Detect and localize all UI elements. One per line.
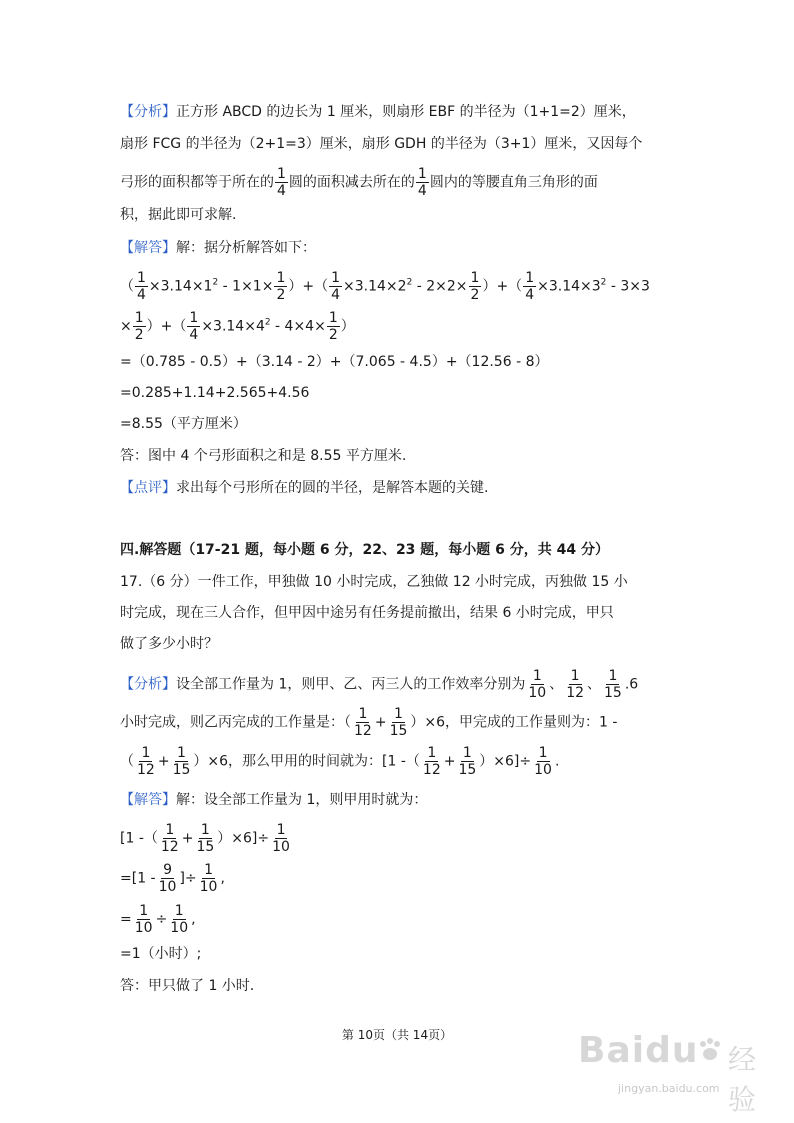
q17-solution-tag: 【解答】 bbox=[120, 792, 176, 808]
q17-analysis-line-3: （ $\frac{1}{12}$ + $\frac{1}{15}$ ）×6，那么甲用的时间就为：[1 -（ $\frac{1}{12}$ + $\frac{1}{15}$ ）×6]÷ $\frac{1}{10}$ . bbox=[120, 745, 560, 778]
q17-solution-step-2: =[1 - $\frac{9}{10}$ ]÷ $\frac{1}{10}$ , bbox=[120, 862, 225, 895]
solution-line-1: 【解答】解：据分析解答如下： bbox=[120, 240, 316, 256]
solution-expr-1: （ $\frac{1}{4}$ $\times 3.14\times 1^2 - 1\times 1\times$ $\frac{1}{2}$ ）+（ $\frac{1}{4}$ $\times 3.14\times 2^2 - 2\times 2\times$ $\frac{1}{2}$ ）+（ $\frac{1}{4}$ $\times 3.14\times 3^2 - 3\times 3$ bbox=[120, 270, 650, 303]
paw-icon bbox=[696, 1036, 724, 1064]
page-footer: 第 10页（共 14页） bbox=[341, 1028, 453, 1042]
q17-analysis-line-2: 小时完成，则乙丙完成的工作量是：（ $\frac{1}{12}$ + $\frac{1}{15}$ ）×6，甲完成的工作量则为：1 - bbox=[120, 706, 618, 739]
q17-line-3: 做了多少小时？ bbox=[120, 636, 218, 652]
q17-analysis-tag: 【分析】 bbox=[120, 676, 176, 693]
analysis-line-1: 【分析】正方形 ABCD 的边长为 1 厘米，则扇形 EBF 的半径为（1+1=2）厘米， bbox=[120, 104, 636, 120]
solution-tag: 【解答】 bbox=[120, 240, 176, 256]
comment-tag: 【点评】 bbox=[120, 480, 176, 496]
q17-answer-line: 答：甲只做了 1 小时. bbox=[120, 978, 255, 994]
analysis-line-3: 弓形的面积都等于所在的 $\frac{1}{4}$ 圆的面积减去所在的 $\frac{1}{4}$ 圆内的等腰直角三角形的面 bbox=[120, 166, 598, 199]
comment-line: 【点评】求出每个弓形所在的圆的半径，是解答本题的关键. bbox=[120, 480, 489, 496]
fraction: $\frac{1}{4}$ bbox=[417, 166, 427, 199]
watermark-logo: Baidu bbox=[578, 1030, 699, 1071]
fraction: $\frac{1}{4}$ bbox=[277, 166, 286, 199]
analysis-tag: 【分析】 bbox=[120, 104, 176, 120]
analysis-line-2: 扇形 FCG 的半径为（2+1=3）厘米，扇形 GDH 的半径为（3+1）厘米，又因每个 bbox=[120, 136, 643, 152]
answer-line: 答：图中 4 个弓形面积之和是 8.55 平方厘米. bbox=[120, 448, 407, 464]
q17-line-1: 17.（6 分）一件工作，甲独做 10 小时完成，乙独做 12 小时完成，丙独做 15 小 bbox=[120, 574, 628, 590]
q17-solution-step-3: = $\frac{1}{10}$ ÷ $\frac{1}{10}$ , bbox=[120, 903, 196, 936]
q17-solution-line-1: 【解答】解：设全部工作量为 1，则甲用时就为： bbox=[120, 792, 428, 808]
q17-line-2: 时完成，现在三人合作，但甲因中途另有任务提前撤出，结果 6 小时完成，甲只 bbox=[120, 605, 614, 621]
q17-solution-step-4: =1（小时）; bbox=[120, 946, 202, 962]
section-heading: 四.解答题（17-21 题，每小题 6 分，22、23 题，每小题 6 分，共 44 分） bbox=[120, 542, 610, 558]
solution-step-3: =8.55（平方厘米） bbox=[120, 416, 247, 432]
q17-analysis-line-1: 【分析】设全部工作量为 1，则甲、乙、丙三人的工作效率分别为 $\frac{1}{10}$ 、 $\frac{1}{12}$ 、 $\frac{1}{15}$ .6 bbox=[120, 668, 639, 701]
baidu-watermark bbox=[578, 1030, 768, 1116]
watermark-text: 经验 bbox=[728, 1043, 757, 1116]
q17-solution-step-1: [1 -（ $\frac{1}{12}$ + $\frac{1}{15}$ ）×6]÷ $\frac{1}{10}$ bbox=[120, 822, 290, 855]
solution-expr-2: × $\frac{1}{2}$ ）+（ $\frac{1}{4}$ $\times 3.14\times 4^2 - 4\times 4\times$ $\frac{1}{2}$ ） bbox=[120, 310, 355, 343]
solution-step-1: =（0.785 - 0.5）+（3.14 - 2）+（7.065 - 4.5）+（12.56 - 8） bbox=[120, 354, 549, 370]
solution-step-2: =0.285+1.14+2.565+4.56 bbox=[120, 385, 310, 401]
watermark-url: jingyan.baidu.com bbox=[618, 1082, 720, 1095]
analysis-line-4: 积，据此即可求解. bbox=[120, 207, 237, 223]
